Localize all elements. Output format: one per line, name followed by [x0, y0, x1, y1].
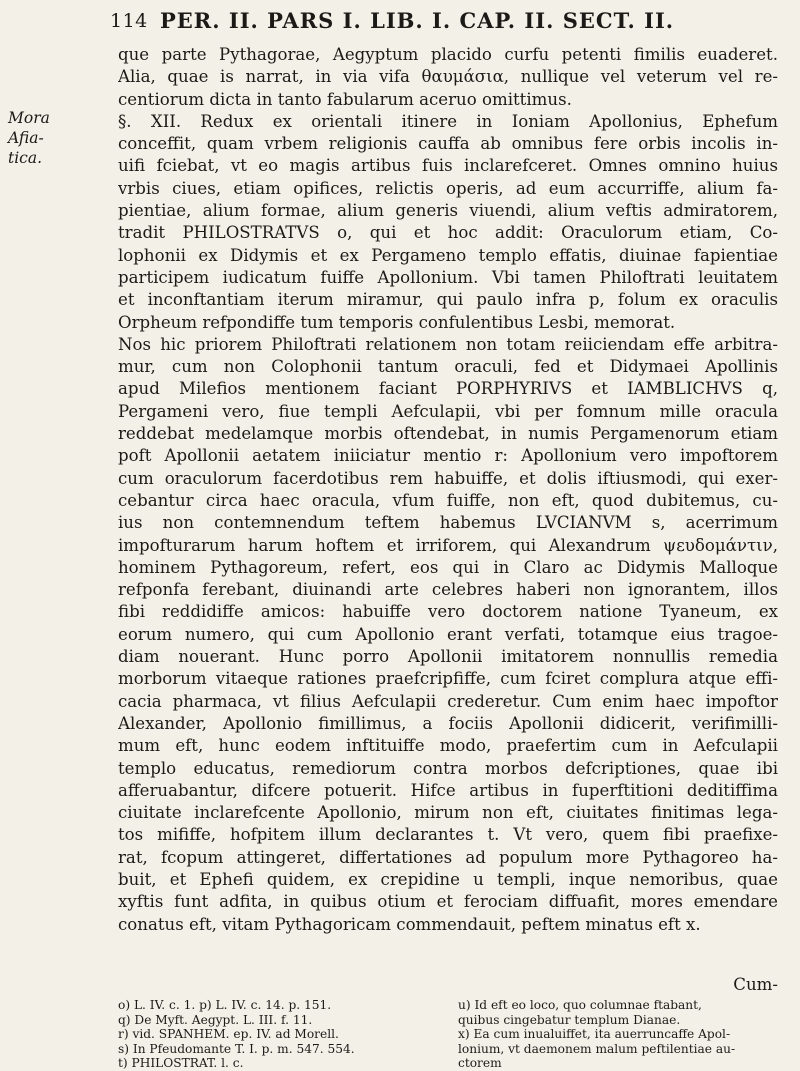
text-line: templo educatus, remediorum contra morbos defcriptiones, quae ibi	[118, 758, 778, 778]
text-line: refponfa ferebant, diuinandi arte celebres haberi non ignorantem, illos	[118, 580, 778, 600]
footnote-line: x) Ea cum inualuiffet, ita auerruncaffe Apol-	[458, 1027, 731, 1042]
text-line: cebantur circa haec oracula, vfum fuiffe, non eft, quod dubitemus, cu-	[118, 490, 778, 510]
text-line: poft Apollonii aetatem iniiciatur mentio r: Apollonium vero impoftorem	[118, 446, 778, 466]
text-line: que parte Pythagorae, Aegyptum placido curfu petenti fimilis euaderet.	[118, 45, 778, 64]
text-line: morborum vitaeque rationes praefcripfiffe, cum fciret complura atque effi-	[118, 669, 778, 689]
text-line: hominem Pythagoreum, refert, eos qui in Claro ac Didymis Malloque	[118, 557, 778, 577]
text-line: mum eft, hunc eodem inftituiffe modo, praefertim cum in Aefculapii	[118, 736, 778, 756]
footnote-line: r) vid. SPANHEM. ep. IV. ad Morell.	[118, 1027, 339, 1042]
text-line: ius non contemnendum teftem habemus LVCIANVM s, acerrimum	[118, 513, 778, 533]
text-line: pientiae, alium formae, alium generis viuendi, alium veftis admiratorem,	[118, 201, 778, 221]
text-line: xyftis funt adfita, in quibus otium et ferociam diffuafit, mores emendare	[118, 892, 778, 912]
text-line: conatus eft, vitam Pythagoricam commendauit, peftem minatus eft x.	[118, 914, 701, 934]
text-line: apud Milefios mentionem faciant PORPHYRIVS et IAMBLICHVS q,	[118, 379, 778, 399]
footnote-line: quibus cingebatur templum Dianae.	[458, 1012, 681, 1027]
text-line: diam nouerant. Hunc porro Apollonii imitatorem nonnullis remedia	[118, 647, 778, 667]
text-line: §. XII. Redux ex orientali itinere in Ioniam Apollonius, Ephefum	[118, 111, 778, 131]
text-line: fibi reddidiffe amicos: habuiffe vero doctorem natione Tyaneum, ex	[118, 602, 778, 622]
text-line: cacia pharmaca, vt filius Aefculapii crederetur. Cum enim haec impoftor	[118, 691, 778, 711]
margin-note	[8, 108, 76, 168]
text-line: impofturarum harum hoftem et irriforem, qui Alexandrum ψευδομάντιν,	[118, 535, 778, 555]
text-line: Alexander, Apollonio fimillimus, a fociis Apollonii didicerit, verifimilli-	[118, 713, 778, 733]
footnotes-left-column	[118, 998, 438, 1071]
main-text	[118, 44, 778, 936]
text-line: afferuabantur, difcere potuerit. Hifce artibus in fuperftitioni deditiffima	[118, 780, 778, 800]
footnote-line: q) De Myft. Aegypt. L. III. f. 11.	[118, 1012, 313, 1027]
margin-note-line: tica.	[8, 149, 43, 167]
footnote-line: s) In Pfeudomante T. I. p. m. 547. 554.	[118, 1041, 355, 1056]
text-line: vrbis ciues, etiam opifices, relictis operis, ad eum accurriffe, alium fa-	[118, 178, 778, 198]
text-line: mur, cum non Colophonii tantum oraculi, fed et Didymaei Apollinis	[118, 357, 778, 377]
footnotes-right-column	[458, 998, 778, 1071]
text-line: lophonii ex Didymis et ex Pergameno templo effatis, diuinae fapientiae	[118, 245, 778, 265]
footnote-line: o) L. IV. c. 1. p) L. IV. c. 14. p. 151.	[118, 998, 332, 1012]
text-line: Nos hic priorem Philoftrati relationem non totam reiiciendam effe arbitra-	[118, 334, 778, 354]
text-line: tradit PHILOSTRATVS o, qui et hoc addit: Oraculorum etiam, Co-	[118, 223, 778, 243]
text-line: et inconftantiam iterum miramur, qui paulo infra p, folum ex oraculis	[118, 290, 778, 310]
page-number: 114	[110, 10, 148, 32]
text-line: uifi fciebat, vt eo magis artibus fuis inclarefceret. Omnes omnino huius	[118, 156, 778, 176]
text-line: conceffit, quam vrbem religionis cauffa ab omnibus fere orbis incolis in-	[118, 134, 778, 154]
text-line: rat, fcopum attingeret, differtationes ad populum more Pythagoreo ha-	[118, 847, 778, 867]
text-line: centiorum dicta in tanto fabularum aceruo omittimus.	[118, 89, 572, 109]
footnote-line: u) Id eft eo loco, quo columnae ftabant,	[458, 998, 702, 1012]
text-line: ciuitate inclarefcente Apollonio, mirum non eft, ciuitates finitimas lega-	[118, 803, 778, 823]
text-line: Orpheum refpondiffe tum temporis confulentibus Lesbi, memorat.	[118, 312, 676, 332]
catchword: Cum-	[733, 975, 778, 994]
text-line: Alia, quae is narrat, in via vifa θαυμάσια, nullique vel veterum vel re-	[118, 67, 778, 87]
text-line: eorum numero, qui cum Apollonio erant verfati, totamque eius tragoe-	[118, 624, 778, 644]
text-line: participem iudicatum fuiffe Apollonium. Vbi tamen Philoftrati leuitatem	[118, 267, 778, 287]
text-line: tos mififfe, hofpitem illum declarantes t. Vt vero, quem fibi praefixe-	[118, 825, 778, 845]
text-line: Pergameni vero, fiue templi Aefculapii, vbi per fomnum mille oracula	[118, 401, 778, 421]
margin-note-line: Mora Afia-	[8, 109, 50, 147]
text-line: reddebat medelamque morbis oftendebat, in numis Pergamenorum etiam	[118, 424, 778, 444]
text-line: cum oraculorum facerdotibus rem habuiffe, et dolis iftiusmodi, qui exer-	[118, 468, 778, 488]
text-line: buit, et Ephefi quidem, ex crepidine u templi, inque nemoribus, quae	[118, 869, 778, 889]
footnote-line: ctorem	[458, 1056, 502, 1071]
footnote-line: lonium, vt daemonem malum peftilentiae au-	[458, 1041, 736, 1056]
running-title: PER. II. PARS I. LIB. I. CAP. II. SECT. II.	[160, 8, 675, 33]
footnote-line: t) PHILOSTRAT. l. c.	[118, 1056, 244, 1071]
page-header	[110, 6, 770, 38]
